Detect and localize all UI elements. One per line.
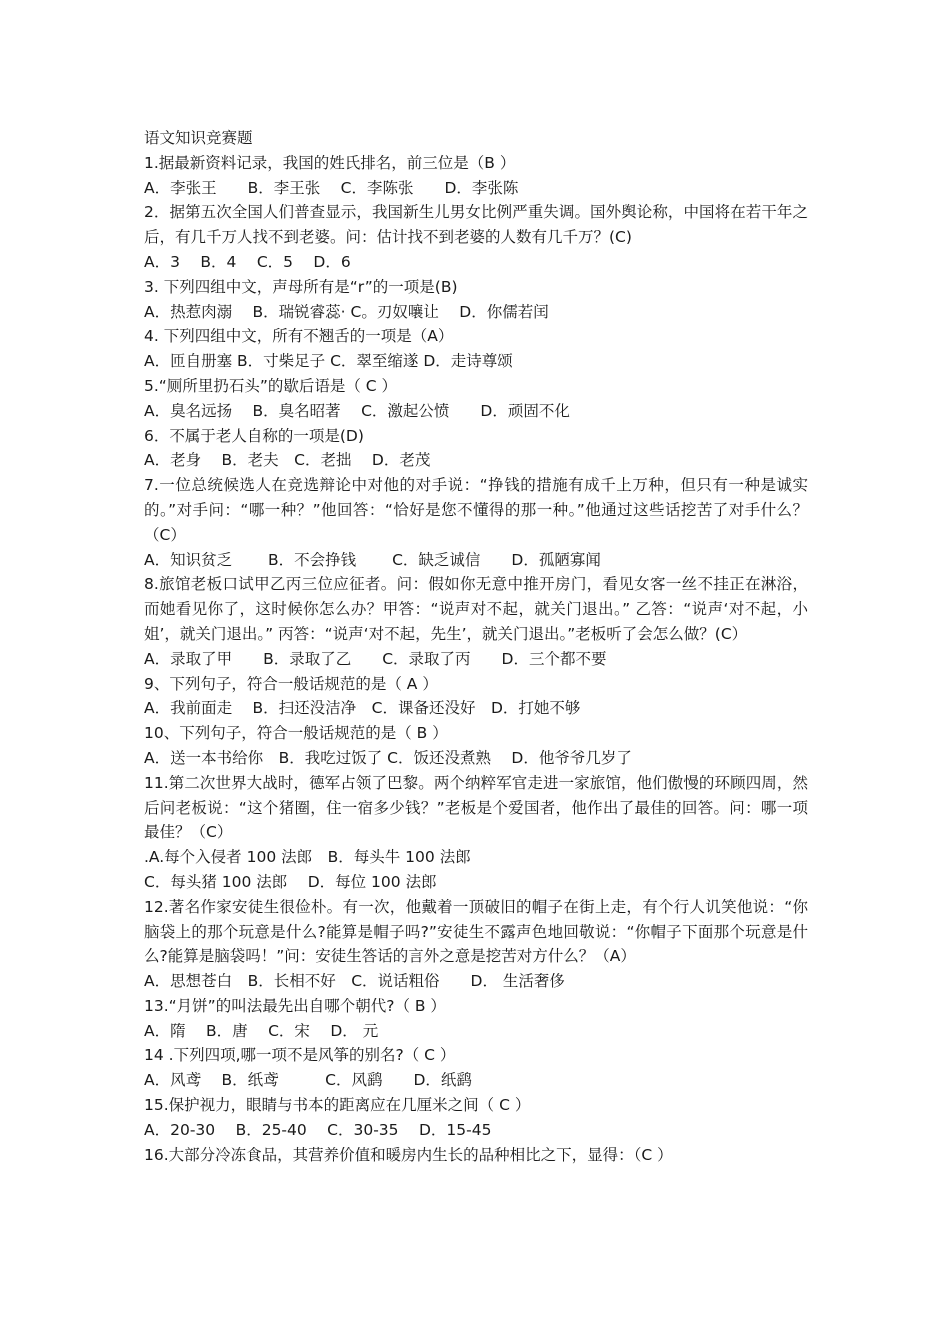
options-line: A．录取了甲 B．录取了乙 C．录取了丙 D．三个都不要 <box>144 649 607 668</box>
options-line: C．每头猪 100 法郎 D．每位 100 法郎 <box>144 872 437 891</box>
question-line: 9、下列句子，符合一般话规范的是（ A ） <box>144 674 438 693</box>
options-line: A．热惹肉溺 B．瑞锐睿蕊· C。刃奴嚷让 D．你儒若闰 <box>144 302 549 321</box>
options-line: A．3 B．4 C．5 D．6 <box>144 252 351 271</box>
options-line: A．知识贫乏 B．不会挣钱 C．缺乏诚信 D．孤陋寡闻 <box>144 550 601 569</box>
document-body <box>144 126 808 1167</box>
question-line: 11.第二次世界大战时，德军占领了巴黎。两个纳粹军官走进一家旅馆，他们傲慢的环顾四周，然后问老板说：“这个猪圈，住一宿多少钱？”老板是个爱国者，他作出了最佳的回答。问：哪一项最佳？（C） <box>144 773 808 842</box>
question-line: 12.著名作家安徒生很俭朴。有一次，他戴着一顶破旧的帽子在街上走，有个行人讥笑他说：“你脑袋上的那个玩意是什么?能算是帽子吗?”安徒生不露声色地回敬说：“你帽子下面那个玩意是什么?能算是脑袋吗！”问：安徒生答话的言外之意是挖苦对方什么？（A） <box>144 897 808 966</box>
options-line: A．匝自册塞 B．寸柴足子 C．翠至缩遂 D．走诗尊颂 <box>144 352 513 371</box>
question-line: 1.据最新资料记录，我国的姓氏排名，前三位是（B ） <box>144 153 516 172</box>
options-line: A．20-30 B．25-40 C．30-35 D．15-45 <box>144 1120 492 1139</box>
options-line: A．老身 B．老夫 C．老拙 D．老茂 <box>144 451 431 470</box>
options-line: A．臭名远扬 B．臭名昭著 C．激起公愤 D．顽固不化 <box>144 401 570 420</box>
document-title: 语文知识竞赛题 <box>144 129 253 147</box>
question-line: 7.一位总统候选人在竞选辩论中对他的对手说：“挣钱的措施有成千上万种，但只有一种是诚实的。”对手问：“哪一种？”他回答：“恰好是您不懂得的那一种。”他通过这些话挖苦了对手什么？（C） <box>144 476 808 544</box>
question-line: 5.“厕所里扔石头”的歇后语是（ C ） <box>144 376 398 395</box>
question-line: 15.保护视力，眼睛与书本的距离应在几厘米之间（ C ） <box>144 1096 531 1115</box>
question-line: 3. 下列四组中文，声母所有是“r”的一项是(B) <box>144 277 458 296</box>
options-line: A．我前面走 B．扫还没洁净 C．课备还没好 D．打她不够 <box>144 699 581 718</box>
question-line: 10、下列句子，符合一般话规范的是（ B ） <box>144 724 448 743</box>
options-line: .A.每个入侵者 100 法郎 B．每头牛 100 法郎 <box>144 848 471 867</box>
question-line: 4. 下列四组中文，所有不翘舌的一项是（A） <box>144 327 454 346</box>
options-line: A．风鸢 B．纸鸢 C．风鹞 D．纸鹞 <box>144 1071 472 1090</box>
options-line: A．送一本书给你 B．我吃过饭了 C．饭还没煮熟 D．他爷爷几岁了 <box>144 748 632 767</box>
options-line: A．李张王 B．李王张 C．李陈张 D．李张陈 <box>144 178 519 197</box>
question-line: 14 .下列四项,哪一项不是风筝的别名?（ C ） <box>144 1046 456 1065</box>
question-line: 8.旅馆老板口试甲乙丙三位应征者。问：假如你无意中推开房门，看见女客一丝不挂正在淋浴，而她看见你了，这时候你怎么办？甲答：“说声对不起，就关门退出。” 乙答：“说声‘对不起，小姐’，就关门退出。” 丙答：“说声‘对不起，先生’，就关门退出。”老板听了会怎么做？(C） <box>144 575 808 643</box>
question-line: 13.“月饼”的叫法最先出自哪个朝代?（ B ） <box>144 996 446 1015</box>
options-line: A．隋 B．唐 C．宋 D． 元 <box>144 1021 379 1040</box>
question-line: 2．据第五次全国人们普查显示，我国新生儿男女比例严重失调。国外舆论称，中国将在若干年之后，有几千万人找不到老婆。问：估计找不到老婆的人数有几千万？(C) <box>144 203 808 247</box>
question-line: 16.大部分冷冻食品，其营养价值和暖房内生长的品种相比之下，显得：（C ） <box>144 1145 673 1164</box>
options-line: A．思想苍白 B．长相不好 C．说话粗俗 D． 生活奢侈 <box>144 972 565 991</box>
question-line: 6．不属于老人自称的一项是(D) <box>144 426 364 445</box>
